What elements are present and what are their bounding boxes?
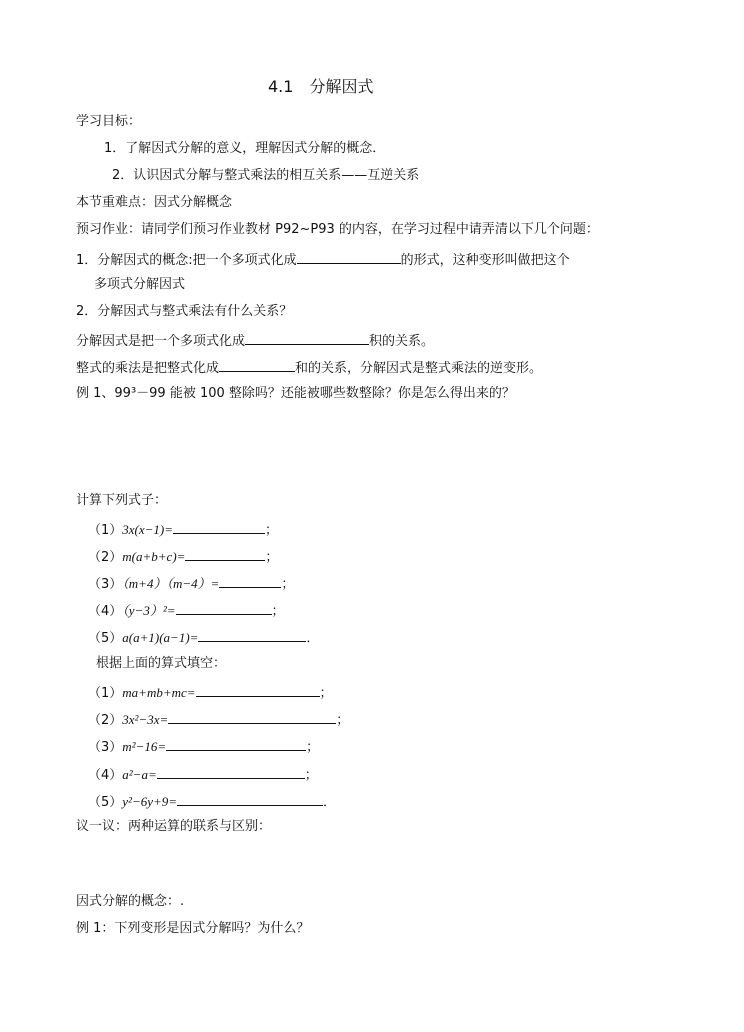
calc-end: ；: [265, 550, 279, 565]
calc-end: ；: [281, 577, 295, 592]
goal-1: 1．了解因式分解的意义，理解因式分解的概念．: [104, 141, 386, 156]
fill-number: （4）: [88, 768, 123, 783]
fill-expression: m²−16=: [122, 739, 167, 754]
blank-field[interactable]: [198, 627, 306, 642]
fill-row: [88, 709, 349, 730]
calc-end: ．: [306, 631, 320, 646]
fill-heading: 根据上面的算式填空：: [96, 656, 227, 671]
question-1-part-b: 的形式，这种变形叫做把这个: [400, 253, 570, 268]
fill-end: ；: [336, 713, 350, 728]
goal-2: 2．认识因式分解与整式乘法的相互关系——互逆关系: [112, 168, 420, 183]
fill-number: （2）: [88, 713, 123, 728]
discussion-prompt: 议一议：两种运算的联系与区别：: [76, 819, 272, 834]
blank-field[interactable]: [185, 546, 265, 561]
question-1-continued: 多项式分解因式: [94, 277, 186, 292]
calc-row: [88, 546, 278, 567]
blank-field[interactable]: [245, 330, 369, 345]
calc-number: （4）: [88, 604, 123, 619]
example-2: 例 1：下列变形是因式分解吗？为什么？: [76, 921, 310, 936]
answer-factorization-part-a: 分解因式是把一个多项式化成: [76, 334, 246, 349]
question-1: [76, 249, 570, 270]
answer-factorization-part-b: 积的关系。: [369, 334, 435, 349]
fill-end: ；: [306, 740, 320, 755]
blank-field[interactable]: [166, 736, 306, 751]
fill-row: [88, 736, 319, 757]
fill-expression: y²−6y+9=: [122, 794, 178, 809]
calc-number: （3）: [88, 577, 123, 592]
question-2: 2．分解因式与整式乘法有什么关系？: [76, 304, 293, 319]
calc-expression: 3x(x−1)=: [122, 522, 174, 537]
fill-end: ．: [323, 795, 337, 810]
fill-expression: a²−a=: [122, 767, 157, 782]
concept-prompt: 因式分解的概念：.: [76, 894, 185, 909]
answer-multiplication-part-b: 和的关系，分解因式是整式乘法的逆变形。: [295, 361, 543, 376]
answer-factorization: [76, 330, 434, 351]
calc-expression: （m+4）（m−4）=: [122, 576, 220, 591]
calc-number: （2）: [88, 550, 123, 565]
blank-field[interactable]: [157, 764, 305, 779]
fill-number: （5）: [88, 795, 123, 810]
calc-expression: （y−3）²=: [122, 603, 176, 618]
fill-expression: 3x²−3x=: [122, 712, 169, 727]
calc-number: （1）: [88, 523, 123, 538]
question-1-part-a: 1．分解因式的概念:把一个多项式化成: [76, 253, 297, 268]
fill-number: （1）: [88, 686, 123, 701]
blank-field[interactable]: [173, 519, 265, 534]
blank-field[interactable]: [196, 682, 320, 697]
blank-field[interactable]: [219, 357, 295, 372]
calc-row: [88, 573, 294, 594]
answer-multiplication-part-a: 整式的乘法是把整式化成: [76, 361, 220, 376]
calc-row: [88, 627, 319, 648]
preview-assignment: 预习作业：请同学们预习作业教材 P92~P93 的内容，在学习过程中请弄清以下几个问题：: [76, 222, 599, 237]
answer-multiplication: [76, 357, 542, 378]
blank-field[interactable]: [177, 791, 323, 806]
calc-row: [88, 519, 278, 540]
example-1: 例 1、99³－99 能被 100 整除吗？还能被哪些数整除？你是怎么得出来的？: [76, 386, 515, 401]
calc-expression: a(a+1)(a−1)=: [122, 630, 199, 645]
calc-end: ；: [271, 604, 285, 619]
key-point: 本节重难点：因式分解概念: [76, 195, 233, 210]
fill-end: ；: [319, 686, 333, 701]
goals-heading: 学习目标：: [76, 114, 142, 129]
page-title: 4.1 分解因式: [268, 77, 374, 96]
fill-row: [88, 682, 333, 703]
fill-end: ；: [304, 768, 318, 783]
fill-expression: ma+mb+mc=: [122, 685, 196, 700]
fill-row: [88, 764, 318, 785]
blank-field[interactable]: [219, 573, 281, 588]
blank-field[interactable]: [168, 709, 336, 724]
blank-field[interactable]: [176, 600, 272, 615]
calc-expression: m(a+b+c)=: [122, 549, 186, 564]
compute-heading: 计算下列式子：: [76, 493, 168, 508]
fill-row: [88, 791, 336, 812]
calc-row: [88, 600, 285, 621]
blank-field[interactable]: [297, 249, 401, 264]
fill-number: （3）: [88, 740, 123, 755]
calc-number: （5）: [88, 631, 123, 646]
calc-end: ；: [265, 523, 279, 538]
